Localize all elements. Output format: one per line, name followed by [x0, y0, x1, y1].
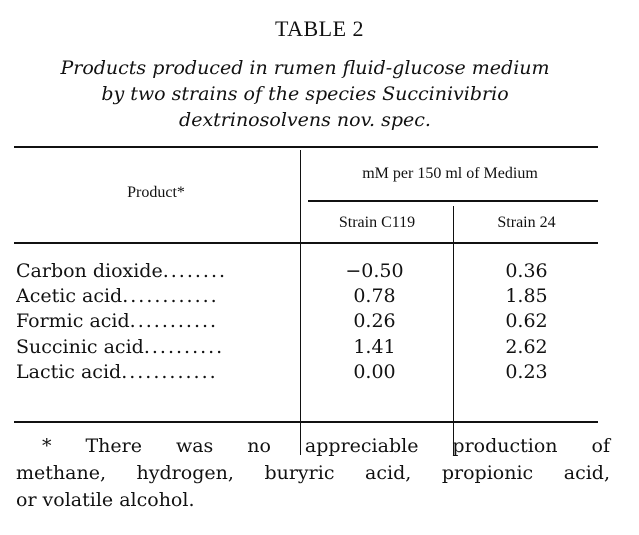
header-strain-c119: Strain C119 — [338, 214, 416, 231]
row-label: Lactic acid............ — [16, 361, 218, 383]
cell-s24: 0.36 — [505, 260, 548, 282]
header-group: mM per 150 ml of Medium — [362, 165, 538, 182]
cell-c119: 0.00 — [353, 361, 396, 383]
footnote-line-1: * There was no appreciable production of — [42, 435, 610, 457]
cell-s24: 0.23 — [505, 361, 548, 383]
row-label: Succinic acid.......... — [16, 336, 225, 358]
column-divider-main — [300, 150, 301, 455]
footnote-line-3: or volatile alcohol. — [16, 489, 195, 511]
header-bottom-rule — [14, 242, 598, 244]
cell-c119: 0.26 — [353, 310, 396, 332]
cell-s24: 0.62 — [505, 310, 548, 332]
table-caption-line-3: dextrinosolvens nov. spec. — [179, 109, 431, 131]
table-title: TABLE 2 — [274, 16, 365, 41]
header-strain-24: Strain 24 — [497, 214, 556, 231]
table-caption-line-1: Products produced in rumen fluid-glucose medium — [60, 57, 550, 79]
cell-s24: 1.85 — [505, 285, 548, 307]
header-product: Product* — [127, 184, 185, 201]
row-label: Acetic acid............ — [16, 285, 219, 307]
top-rule — [14, 146, 598, 148]
cell-s24: 2.62 — [505, 336, 548, 358]
cell-c119: 0.78 — [353, 285, 396, 307]
bottom-rule — [14, 421, 598, 423]
row-label: Carbon dioxide........ — [16, 260, 228, 282]
row-label: Formic acid........... — [16, 310, 219, 332]
cell-c119: 1.41 — [353, 336, 396, 358]
table-caption-line-2: by two strains of the species Succinivibrio — [101, 83, 509, 105]
header-group-rule — [308, 200, 598, 202]
cell-c119: −0.50 — [345, 260, 404, 282]
footnote-line-2: methane, hydrogen, buryric acid, propionic acid, — [16, 462, 610, 484]
